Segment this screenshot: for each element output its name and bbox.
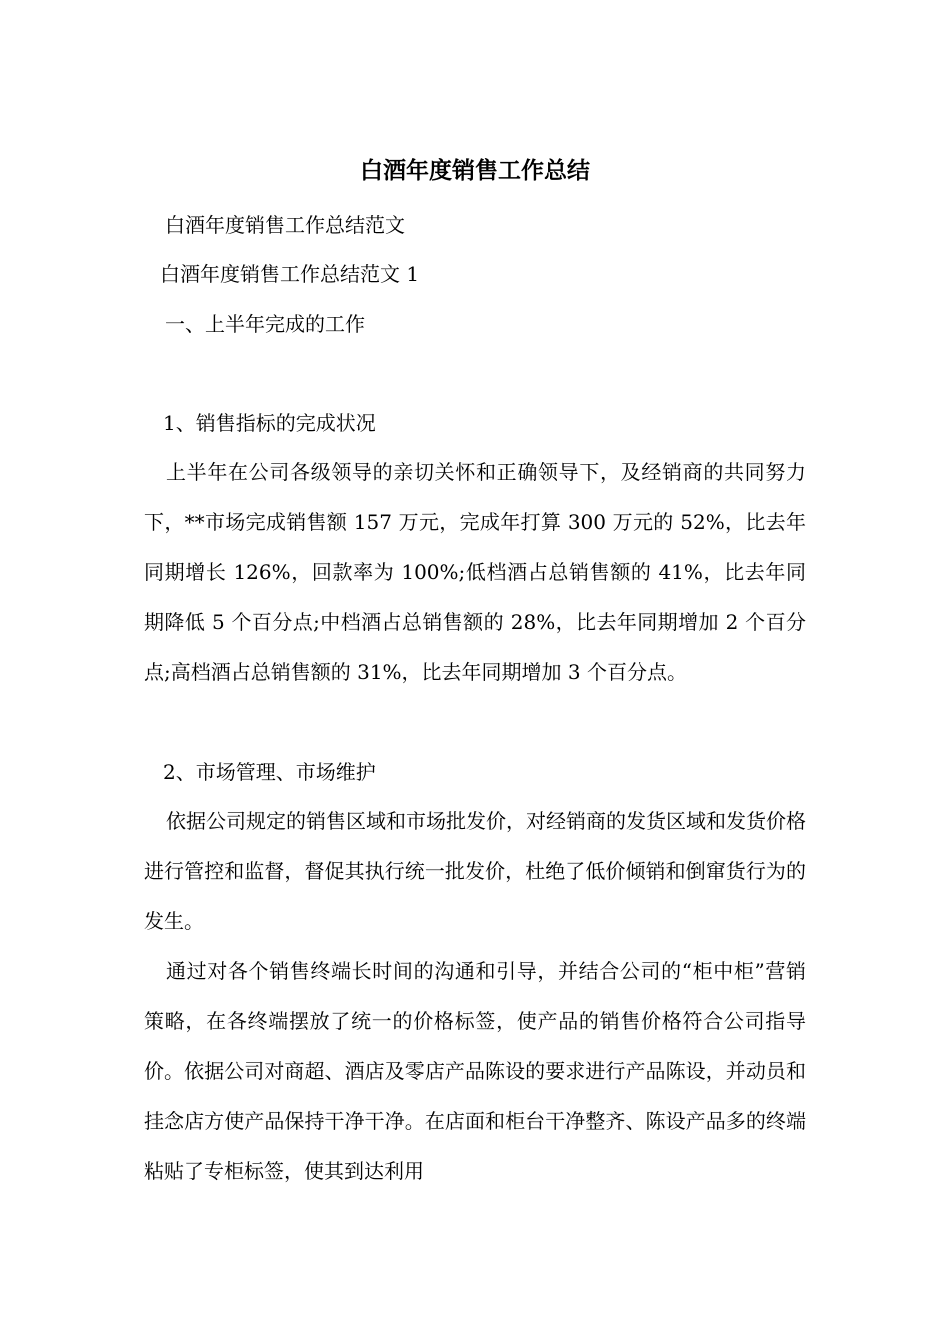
item-2-heading: 2、市场管理、市场维护 (163, 760, 376, 784)
document-subtitle: 白酒年度销售工作总结范文 (165, 213, 405, 237)
item-2-paragraph-1: 依据公司规定的销售区域和市场批发价，对经销商的发货区域和发货价格进行管控和监督，督促其执行统一批发价，杜绝了低价倾销和倒窜货行为的发生。 (144, 809, 806, 933)
item-1-paragraph: 上半年在公司各级领导的亲切关怀和正确领导下，及经销商的共同努力下，**市场完成销售额 157 万元，完成年打算 300 万元的 52%，比去年同期增长 126%，回款率为 100%;低档酒占总销售额的 41%，比去年同期降低 5 个百分点;中档酒占总销售额的 28%，比去年同期增加 2 个百分点;高档酒占总销售额的 31%，比去年同期增加 3 个百分点。 (144, 460, 806, 684)
item-1-heading: 1、销售指标的完成状况 (163, 411, 376, 435)
document-title: 白酒年度销售工作总结 (360, 157, 590, 184)
item-2-paragraph-2: 通过对各个销售终端长时间的沟通和引导，并结合公司的“柜中柜”营销策略，在各终端摆放了统一的价格标签，使产品的销售价格符合公司指导价。依据公司对商超、酒店及零店产品陈设的要求进行产品陈设，并动员和挂念店方使产品保持干净干净。在店面和柜台干净整齐、陈设产品多的终端粘贴了专柜标签，使其到达利用 (144, 959, 806, 1183)
section-1-heading: 一、上半年完成的工作 (165, 312, 365, 336)
document-subtitle-2: 白酒年度销售工作总结范文 1 (160, 262, 420, 286)
